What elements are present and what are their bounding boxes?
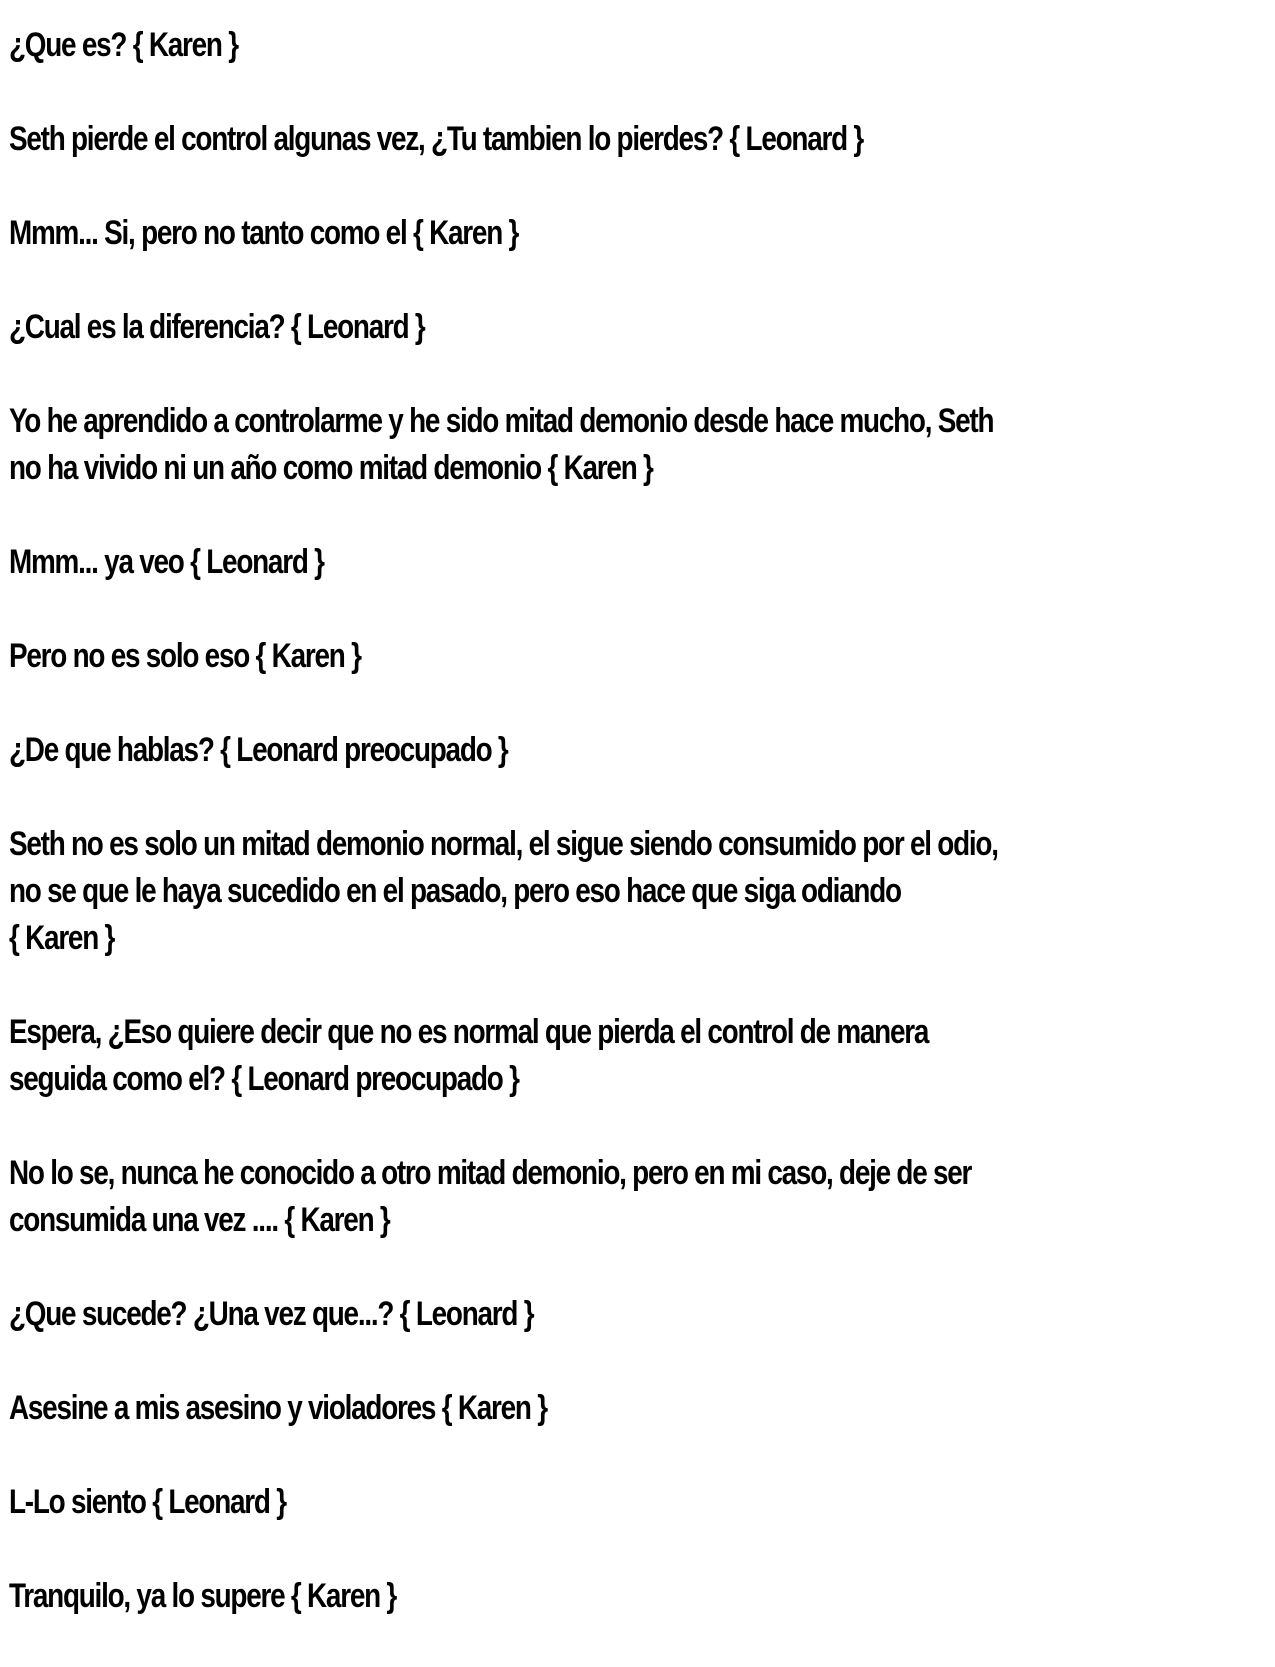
dialogue-line: ¿Que es? { Karen } [9, 26, 238, 64]
dialogue-line: L-Lo siento { Leonard } [9, 1483, 286, 1521]
dialogue-line: Tranquilo, ya lo supere { Karen } [9, 1577, 397, 1615]
dialogue-line: Pero no es solo eso { Karen } [9, 637, 361, 675]
dialogue-line: ¿De que hablas? { Leonard preocupado } [9, 731, 508, 769]
dialogue-line: Mmm... Si, pero no tanto como el { Karen } [9, 214, 519, 252]
dialogue-line: Espera, ¿Eso quiere decir que no es normal que pierda el control de manera seguida como el? { Leonard preocupado } [9, 1013, 929, 1098]
dialogue-line: Seth pierde el control algunas vez, ¿Tu tambien lo pierdes? { Leonard } [9, 120, 864, 158]
dialogue-line: Mmm... ya veo { Leonard } [9, 543, 324, 581]
dialogue-document [9, 22, 1259, 1667]
dialogue-line: No lo se, nunca he conocido a otro mitad demonio, pero en mi caso, deje de ser consumida una vez .... { Karen } [9, 1154, 972, 1239]
dialogue-line: Asesine a mis asesino y violadores { Karen } [9, 1389, 547, 1427]
dialogue-line: Yo he aprendido a controlarme y he sido mitad demonio desde hace mucho, Seth no ha vivido ni un año como mitad demonio { Karen } [9, 402, 994, 487]
dialogue-line: Seth no es solo un mitad demonio normal, el sigue siendo consumido por el odio, no se que le haya sucedido en el pasado, pero eso hace que siga odiando { Karen } [9, 825, 998, 957]
dialogue-line: ¿Cual es la diferencia? { Leonard } [9, 308, 425, 346]
dialogue-line: ¿Que sucede? ¿Una vez que...? { Leonard } [9, 1295, 534, 1333]
